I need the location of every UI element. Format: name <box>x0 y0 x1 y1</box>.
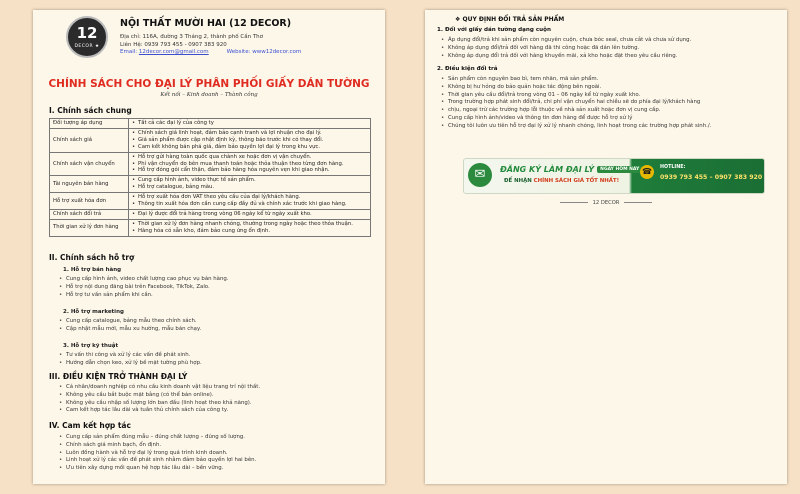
policy-label: Chính sách vận chuyển <box>50 152 129 176</box>
policy-detail-item: • Hỗ trợ đóng gói cẩn thận, đảm bảo hàng hóa nguyên vẹn khi giao nhận. <box>132 167 367 174</box>
list-item: • Tư vấn thi công và xử lý các vấn đề phát sinh. <box>59 352 374 360</box>
document-page-1 <box>33 10 385 484</box>
policy-detail-item: • Cam kết không bán phá giá, đảm bảo quyền lợi đại lý trong khu vực. <box>132 144 367 151</box>
list-item: • Thời gian yêu cầu đổi/trả trong vòng 01 – 06 ngày kể từ ngày xuất kho. <box>441 92 781 100</box>
list-item: • Chúng tôi luôn ưu tiên hỗ trợ đại lý xử lý nhanh chóng, linh hoạt trong các trường hợp phát sinh./. <box>441 123 781 131</box>
list-item: • Hỗ trợ tư vấn sản phẩm khi cần. <box>59 292 374 300</box>
return-policy-heading: ❖ QUY ĐỊNH ĐỔI TRẢ SẢN PHẨM <box>455 16 565 23</box>
list-item: • Cung cấp hình ảnh/video và thông tin đơn hàng để được hỗ trợ xử lý <box>441 115 781 123</box>
policy-label: Chính sách giá <box>50 128 129 152</box>
list-item: • Trong trường hợp phát sinh đổi/trả, chi phí vận chuyển hai chiều sẽ do phía đại lý/khách hàng <box>441 99 781 107</box>
company-address: Địa chỉ: 116A, đường 3 Tháng 2, thành phố Cần Thơ <box>120 34 264 40</box>
list-item: • Cung cấp catalogue, bảng mẫu theo chính sách. <box>59 318 374 326</box>
policy-row <box>50 193 371 210</box>
banner-subline: ĐỂ NHẬN CHÍNH SÁCH GIÁ TỐT NHẤT! <box>504 178 620 184</box>
list-item: • Chính sách giá minh bạch, ổn định. <box>59 442 374 450</box>
policy-details <box>129 128 371 152</box>
section-1-heading: I. Chính sách chung <box>49 106 132 115</box>
section-2-heading: II. Chính sách hỗ trợ <box>49 253 135 262</box>
policy-row <box>50 152 371 176</box>
policy-label: Hỗ trợ xuất hóa đơn <box>50 193 129 210</box>
list-item: • Không yêu cầu bắt buộc mặt bằng (có thể bán online). <box>59 392 374 400</box>
support-sales-heading: 1. Hỗ trợ bán hàng <box>63 267 122 273</box>
company-phone: Liên Hệ: 0939 793 455 - 0907 383 920 <box>120 42 227 48</box>
policy-label: Tài nguyên bán hàng <box>50 176 129 193</box>
list-item: • Cung cấp hình ảnh, video chất lượng cao phục vụ bán hàng. <box>59 276 374 284</box>
company-header <box>66 16 366 60</box>
list-item: • Hỗ trợ nội dung đăng bài trên Facebook, TikTok, Zalo. <box>59 284 374 292</box>
list-item: • Luôn đồng hành và hỗ trợ đại lý trong quá trình kinh doanh. <box>59 450 374 458</box>
support-technical-list <box>59 352 374 368</box>
list-item: • Không yêu cầu nhập số lượng lớn ban đầu (linh hoạt theo khả năng). <box>59 400 374 408</box>
policy-details <box>129 193 371 210</box>
document-subtitle: Kết nối – Kinh doanh – Thành công <box>160 92 258 98</box>
policy-detail-item: • Thời gian xử lý đơn hàng nhanh chóng, thường trong ngày hoặc theo thỏa thuận. <box>132 221 367 228</box>
page-footer: 12 DECOR <box>425 200 787 206</box>
policy-detail-item: • Tất cả các đại lý của công ty <box>132 120 367 127</box>
policy-label: Chính sách đổi trả <box>50 209 129 219</box>
policy-detail-item: • Hàng hóa có sẵn kho, đảm bảo cung ứng ổn định. <box>132 228 367 235</box>
list-item: • Cá nhân/doanh nghiệp có nhu cầu kinh doanh vật liệu trang trí nội thất. <box>59 384 374 392</box>
policy-label: Thời gian xử lý đơn hàng <box>50 219 129 236</box>
support-marketing-heading: 2. Hỗ trợ marketing <box>63 309 124 315</box>
section-4-heading: IV. Cam kết hợp tác <box>49 421 131 430</box>
list-item: • Không áp dụng đổi trả đối với hàng khuyến mãi, xả kho hoặc đặt theo yêu cầu riêng. <box>441 53 781 61</box>
return-conditions-list <box>441 76 781 131</box>
policy-row <box>50 176 371 193</box>
list-item: • Cam kết hợp tác lâu dài và tuân thủ chính sách của công ty. <box>59 407 374 415</box>
policy-details <box>129 176 371 193</box>
policy-row <box>50 128 371 152</box>
policy-details <box>129 119 371 129</box>
policy-detail-item: • Chính sách giá linh hoạt, đảm bảo cạnh tranh và lợi nhuận cho đại lý. <box>132 130 367 137</box>
support-marketing-list <box>59 318 374 334</box>
commitments-list <box>59 434 374 473</box>
website-text: Website: www12decor.com <box>226 49 302 55</box>
list-item: • Sản phẩm còn nguyên bao bì, tem nhãn, mã sản phẩm. <box>441 76 781 84</box>
dealer-signup-banner[interactable] <box>463 158 765 194</box>
support-sales-list <box>59 276 374 299</box>
list-item: • chịu, ngoại trừ các trường hợp lỗi thuộc về nhà sản xuất hoặc đơn vị cung cấp. <box>441 107 781 115</box>
hotline-label: HOTLINE: <box>660 165 686 170</box>
policy-detail-item: • Đại lý được đổi trả hàng trong vòng 06 ngày kể từ ngày xuất kho. <box>132 211 367 218</box>
document-title: CHÍNH SÁCH CHO ĐẠI LÝ PHÂN PHỐI GIẤY DÁN TƯỜNG <box>48 78 370 90</box>
list-item: • Linh hoạt xử lý các vấn đề phát sinh nhằm đảm bảo quyền lợi hai bên. <box>59 457 374 465</box>
policy-detail-item: • Hỗ trợ gửi hàng toàn quốc qua chành xe hoặc đơn vị vận chuyển. <box>132 154 367 161</box>
list-item: • Ưu tiên xây dựng mối quan hệ hợp tác lâu dài – bền vững. <box>59 465 374 473</box>
return-conditions-heading: 2. Điều kiện đổi trả <box>437 66 498 72</box>
policy-row <box>50 119 371 129</box>
policy-details <box>129 152 371 176</box>
list-item: • Áp dụng đổi/trả khi sản phẩm còn nguyên cuộn, chưa bóc seal, chưa cắt và chưa sử dụng. <box>441 37 781 45</box>
list-item: • Cung cấp sản phẩm đúng mẫu – đúng chất lượng – đúng số lượng. <box>59 434 374 442</box>
policy-detail-item: • Thông tin xuất hóa đơn cần cung cấp đầy đủ và chính xác trước khi giao hàng. <box>132 201 367 208</box>
policy-row <box>50 219 371 236</box>
company-contacts: Email: 12decor.com@gmail.com Website: www12decor.com <box>120 49 302 55</box>
envelope-icon: ✉ <box>468 163 492 187</box>
policy-row <box>50 209 371 219</box>
support-technical-heading: 3. Hỗ trợ kỹ thuật <box>63 343 119 349</box>
section-3-heading: III. ĐIỀU KIỆN TRỞ THÀNH ĐẠI LÝ <box>49 372 188 381</box>
hotline-number[interactable]: 0939 793 455 – 0907 383 920 <box>660 174 763 181</box>
list-item: • Không áp dụng đổi/trả đối với hàng đã thi công hoặc đã dán lên tường. <box>441 45 781 53</box>
list-item: • Cập nhật mẫu mới, mẫu xu hướng, mẫu bán chạy. <box>59 326 374 334</box>
conditions-list <box>59 384 374 415</box>
policy-detail-item: • Hỗ trợ xuất hóa đơn VAT theo yêu cầu của đại lý/khách hàng. <box>132 194 367 201</box>
document-page-2 <box>425 10 787 484</box>
general-policy-table <box>49 118 371 237</box>
list-item: • Hướng dẫn chọn keo, xử lý bề mặt tường phù hợp. <box>59 360 374 368</box>
policy-detail-item: • Hỗ trợ catalogue, bảng màu. <box>132 184 367 191</box>
company-name: NỘI THẤT MƯỜI HAI (12 DECOR) <box>120 18 292 29</box>
return-roll-heading: 1. Đổi với giấy dán tường dạng cuộn <box>437 27 551 33</box>
policy-details <box>129 209 371 219</box>
company-logo: 12 DECOR ★ <box>66 16 108 58</box>
policy-label: Đối tượng áp dụng <box>50 119 129 129</box>
policy-detail-item: • Cung cấp hình ảnh, video thực tế sản phẩm. <box>132 177 367 184</box>
policy-detail-item: • Giá sản phẩm được cập nhật định kỳ, thông báo trước khi có thay đổi. <box>132 137 367 144</box>
phone-icon: ☎ <box>640 165 654 179</box>
policy-details <box>129 219 371 236</box>
return-roll-list <box>441 37 781 60</box>
banner-tag: NGAY HÔM NAY <box>597 166 642 173</box>
banner-headline: ĐĂNG KÝ LÀM ĐẠI LÝ NGAY HÔM NAY <box>500 165 642 174</box>
policy-detail-item: • Phí vận chuyển do bên mua thanh toán hoặc thỏa thuận theo từng đơn hàng. <box>132 161 367 168</box>
list-item: • Không bị hư hỏng do bảo quản hoặc tác động bên ngoài. <box>441 84 781 92</box>
email-link[interactable]: 12decor.com@gmail.com <box>138 49 209 55</box>
